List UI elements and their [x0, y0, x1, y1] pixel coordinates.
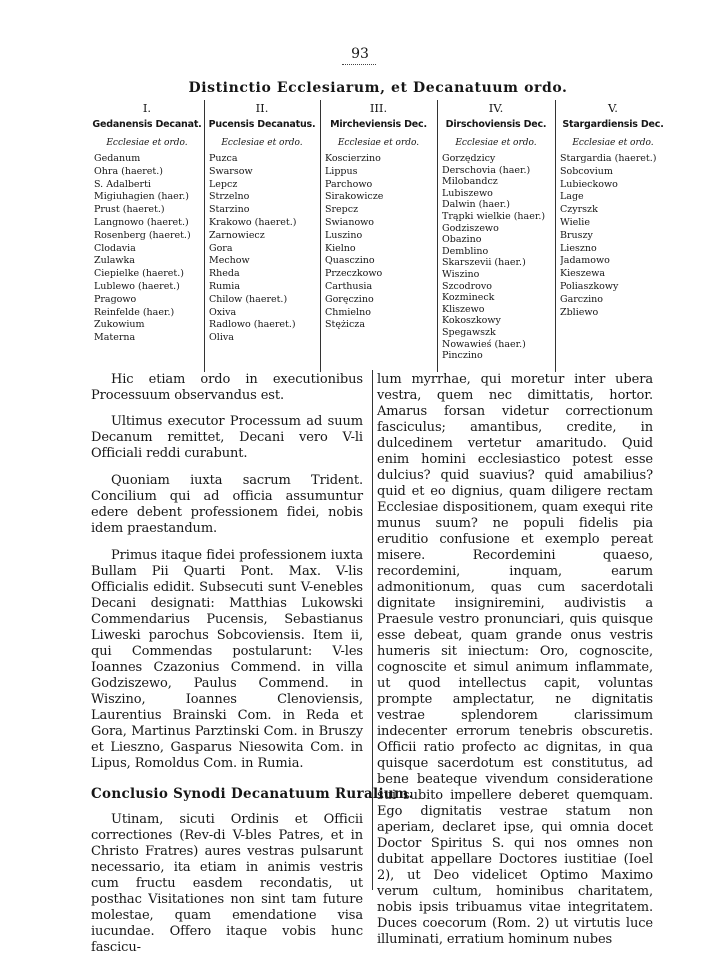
church-entry: Zulawka — [94, 255, 135, 267]
church-entry: Lublewo (haeret.) — [94, 280, 180, 292]
church-list — [439, 153, 553, 362]
church-entry: Oxiva — [209, 306, 237, 318]
church-entry: Zarnowiecz — [209, 229, 265, 241]
church-entry: Carthusia — [325, 280, 373, 292]
church-entry: Langnowo (haeret.) — [94, 216, 189, 228]
church-entry: Starzino — [209, 204, 250, 216]
deanery-column-2 — [206, 100, 318, 372]
table-title: Distinctio Ecclesiarum, et Decanatuum ordo. — [188, 80, 568, 96]
deanery-table — [91, 100, 669, 372]
church-entry: Lubieckowo — [560, 178, 618, 190]
church-entry: Bruszy — [560, 229, 593, 241]
church-entry: Kozmineck — [442, 292, 495, 304]
paragraph: Utinam, sicuti Ordinis et Officii correctiones (Rev-di V-bles Patres, et in Christo Fratres) aures vestras pulsarunt necessario, ita etiam in animis vestris cum fructu easdem recondatis, ut posthac Visitationes non sint tam future molestae, quam emendatione visa iucundae. Offero itaque vobis hunc fascicu- — [91, 812, 363, 955]
deanery-name: Stargardiensis Dec. — [562, 119, 664, 130]
church-entry: Chilow (haeret.) — [209, 293, 288, 305]
paragraph: Hic etiam ordo in executionibus Processuum observandus est. — [91, 372, 363, 403]
church-entry: Lieszno — [560, 242, 597, 254]
column-divider — [555, 100, 556, 372]
paragraph: Primus itaque fidei professionem iuxta Bullam Pii Quarti Pont. Max. V-lis Officialis edidit. Subsecuti sunt V-enebles Decani designati: Matthias Lukowski Commendarius Pucensis, Sebastianus Liweski parochus Sobcoviensis. Item ii, qui Commendas postularunt: V-les Ioannes Czazonius Commend. in villa Godziszewo, Paulus Commend. in Wiszino, Ioannes Clenoviensis, Laurentius Brainski Com. in Reda et Gora, Martinus Parztinski Com. in Bruszy et Lieszno, Gasparus Niesowita Com. in Lipus, Romoldus Com. in Rumia. — [91, 548, 363, 771]
deanery-number: IV. — [488, 101, 504, 115]
deanery-number: III. — [369, 101, 388, 115]
church-entry: Czyrszk — [560, 204, 598, 216]
church-entry: Ciepielke (haeret.) — [94, 268, 184, 280]
church-entry: Jadamowo — [560, 255, 610, 267]
church-entry: Kokoszkowy — [442, 315, 501, 327]
church-entry: Zbliewo — [560, 306, 599, 318]
deanery-column-3 — [322, 100, 435, 372]
section-heading: Conclusio Synodi Decanatuum Ruralium. — [91, 786, 414, 802]
church-entry: Mechow — [209, 255, 250, 267]
church-entry: Rheda — [209, 268, 240, 280]
column-divider — [204, 100, 205, 372]
page-number: 93 — [351, 46, 369, 62]
church-entry: Ohra (haeret.) — [94, 165, 163, 177]
church-entry: Chmielno — [325, 306, 371, 318]
church-entry: Swianowo — [325, 216, 375, 228]
church-entry: Poliaszkowy — [560, 280, 619, 292]
church-entry: Szcodrovo — [442, 280, 492, 292]
church-entry: Luszino — [325, 229, 363, 241]
church-entry: Rumia — [209, 280, 240, 292]
church-entry: Nowawieś (haer.) — [442, 338, 526, 350]
church-entry: Godziszewo — [442, 222, 499, 234]
church-entry: Dalwin (haer.) — [442, 199, 510, 211]
deanery-number: V. — [608, 101, 618, 115]
deanery-subhead: Ecclesiae et ordo. — [106, 138, 188, 148]
church-entry: Reinfelde (haer.) — [94, 306, 175, 318]
church-entry: Pinczino — [442, 350, 483, 362]
church-list — [322, 153, 435, 332]
church-entry: Materna — [94, 332, 136, 344]
church-entry: Sirakowicze — [325, 191, 384, 203]
church-entry: Wiszino — [442, 268, 480, 280]
church-entry: Stargardia (haeret.) — [560, 153, 657, 164]
church-entry: Swarsow — [209, 165, 253, 177]
church-entry: Demblino — [442, 245, 489, 257]
church-list — [557, 153, 669, 319]
church-entry: Gora — [209, 242, 233, 254]
church-entry: Parchowo — [325, 178, 373, 190]
paragraph: Quoniam iuxta sacrum Trident. Concilium qui ad officia assumuntur edere debent professionem fidei, nobis idem praestandum. — [91, 473, 363, 536]
church-entry: Garczino — [560, 293, 603, 305]
deanery-name: Gedanensis Decanat. — [92, 119, 202, 130]
church-entry: Gorzędzicy — [442, 153, 496, 164]
church-entry: Obazino — [442, 234, 482, 246]
church-entry: Clodavia — [94, 242, 136, 254]
church-entry: Rosenberg (haeret.) — [94, 229, 191, 241]
church-entry: Prust (haeret.) — [94, 204, 165, 216]
column-divider — [437, 100, 438, 372]
church-entry: Zukowium — [94, 319, 145, 331]
church-entry: Lippus — [325, 165, 358, 177]
church-entry: Wielie — [560, 216, 590, 228]
church-entry: Puzca — [209, 153, 238, 164]
deanery-name: Pucensis Decanatus. — [208, 119, 316, 130]
church-entry: S. Adalberti — [94, 178, 151, 190]
column-rule — [372, 370, 373, 890]
church-entry: Kieszewa — [560, 268, 606, 280]
paragraph: lum myrrhae, qui moretur inter ubera vestra, quem nec dimittatis, hortor. Amarus forsan videtur correctionum fasciculus; amantibus, credite, in dulcedinem vertetur amaritudo. Quid enim homini ecclesiastico potest esse dulcius? quid suavius? quid amabilius? quid et eo dignius, quam diligere rectam Ecclesiae dispositionem, quam exequi rite munus suum? ne populi fidelis pia eruditio confusione et exemplo pereat misere. Recordemini quaeso, recordemini, inquam, earum admonitionum, quas cum sacerdotali dignitate insigniremini, audivistis a Praesule vestro pronunciari, quis quisque esse debeat, quam grande onus vestris humeris sit iniectum: Oro, cognoscite, cognoscite et simul animum inflammate, ut quod intellectus capit, voluntas prompte amplectatur, ne dignitatis vestrae splendorem clarissimum indecenter errorum tenebris obscuretis. Officii ratio profecto ac dignitas, in qua quisque sacerdotum est constitutus, ad bene beateque vivendum considerationе sui subito impellere deberet quemquam. Ego dignitatis vestrae statum non aperiam, declaret ipse, qui omnia docet Doctor Spiritus S. qui nos omnes non dubitat appellare Doctores iustitiae (Ioel 2), ut Deo videlicet Optimo Maximo verum cultum, hominibus charitatem, nobis ipsis tribuamus vitae integritatem. Duces coecorum (Rom. 2) ut virtutis luce illuminati, erratium hominum nubes — [377, 372, 653, 947]
church-entry: Przeczkowo — [325, 268, 383, 280]
church-entry: Derschovia (haer.) — [442, 164, 531, 176]
deanery-subhead: Ecclesiae et ordo. — [337, 138, 420, 148]
deanery-column-5 — [557, 100, 669, 372]
deanery-subhead: Ecclesiae et ordo. — [221, 138, 303, 148]
church-entry: Oliva — [209, 332, 234, 344]
church-entry: Quasczino — [325, 255, 375, 267]
deanery-number: II. — [255, 101, 269, 115]
church-entry: Skarszevii (haer.) — [442, 257, 526, 269]
church-entry: Goręczino — [325, 293, 374, 305]
paragraph: Ultimus executor Processum ad suum Decanum remittet, Decani vero V-li Officiali reddi curabunt. — [91, 414, 363, 461]
church-entry: Krakowo (haeret.) — [209, 216, 297, 228]
church-entry: Kliszewo — [442, 303, 485, 315]
deanery-subhead: Ecclesiae et ordo. — [572, 138, 654, 148]
church-entry: Migiuhagien (haer.) — [94, 191, 189, 203]
church-entry: Stężicza — [325, 319, 365, 331]
deanery-name: Mircheviensis Dec. — [330, 119, 427, 130]
church-entry: Kielno — [325, 242, 356, 254]
church-list — [206, 153, 318, 345]
deanery-column-1 — [91, 100, 203, 372]
church-entry: Sobcovium — [560, 165, 613, 177]
church-entry: Koscierzino — [325, 153, 381, 164]
church-entry: Gedanum — [94, 153, 141, 164]
church-entry: Spegawszk — [442, 326, 496, 338]
church-entry: Pragowo — [94, 293, 137, 305]
page-number-ornament — [342, 64, 376, 65]
church-entry: Milobandcz — [442, 176, 498, 188]
deanery-column-4 — [439, 100, 553, 372]
church-entry: Lage — [560, 191, 584, 203]
church-entry: Srepcz — [325, 204, 359, 216]
church-entry: Radlowo (haeret.) — [209, 319, 296, 331]
column-divider — [320, 100, 321, 372]
deanery-subhead: Ecclesiae et ordo. — [455, 138, 537, 148]
deanery-number: I. — [142, 101, 152, 115]
church-entry: Lubiszewo — [442, 187, 493, 199]
church-list — [91, 153, 203, 345]
right-text-column — [377, 372, 653, 948]
church-entry: Trąpki wielkie (haer.) — [442, 210, 546, 222]
left-text-column — [91, 372, 414, 966]
church-entry: Lepcz — [209, 178, 238, 190]
deanery-name: Dirschoviensis Dec. — [445, 119, 547, 130]
church-entry: Strzelno — [209, 191, 250, 203]
